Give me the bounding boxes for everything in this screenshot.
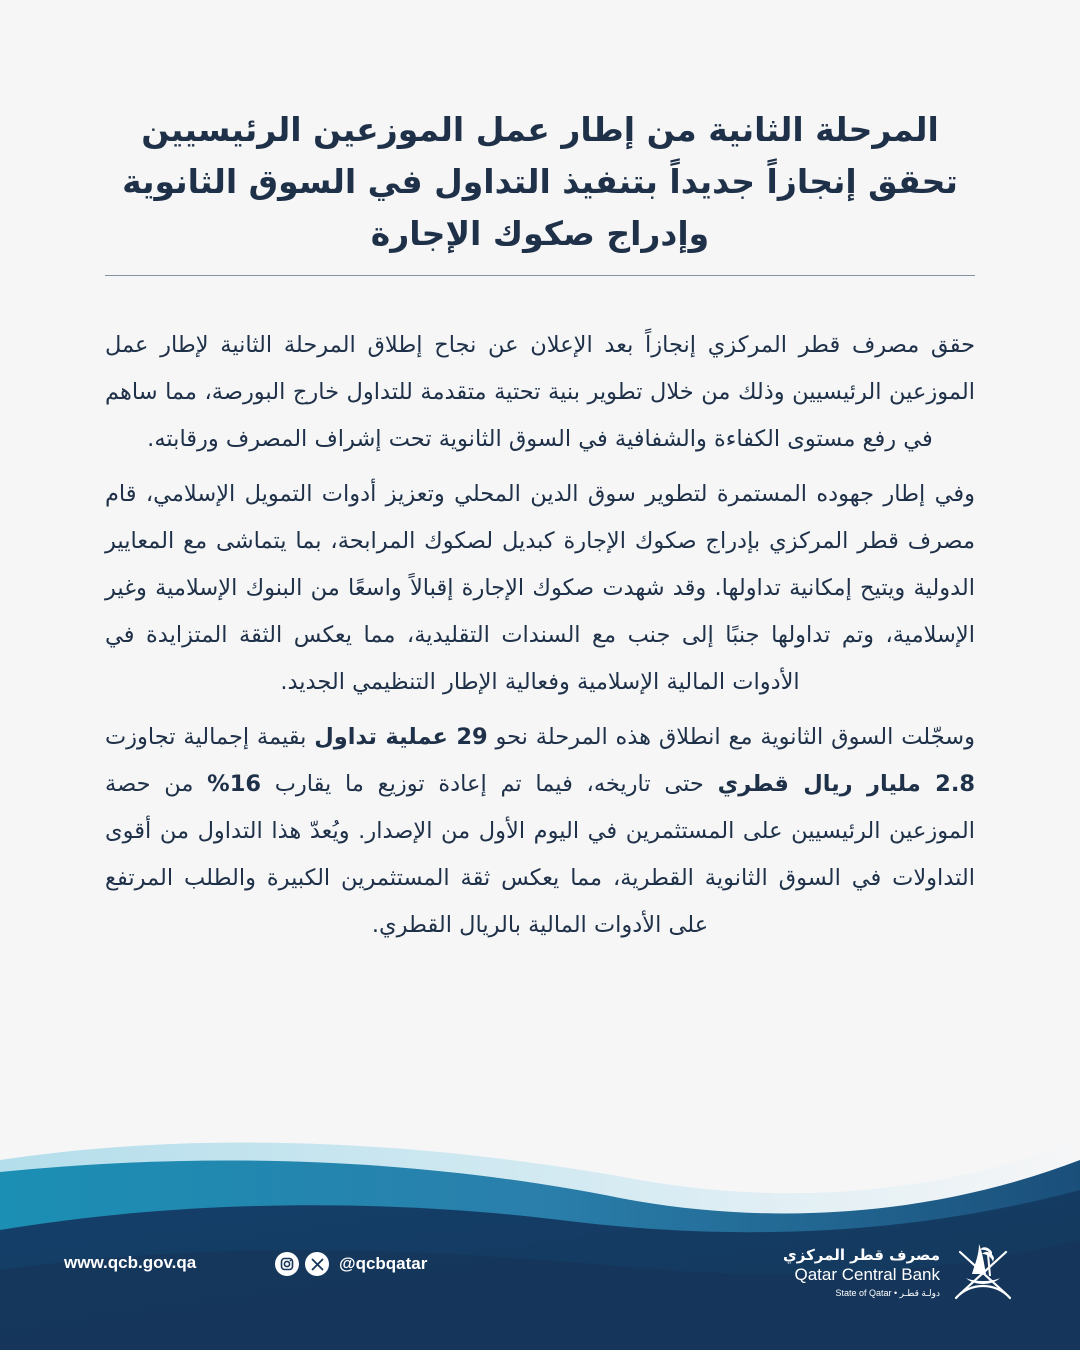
p3-text-3: حتى تاريخه، فيما تم إعادة توزيع ما يقارب: [261, 771, 718, 797]
social-handle[interactable]: @qcbqatar: [339, 1254, 428, 1273]
qcb-emblem-icon: [946, 1232, 1020, 1306]
logo-state-text: State of Qatar • دولـة قطـر: [835, 1288, 940, 1298]
trades-count: 29 عملية تداول: [314, 724, 488, 750]
qcb-logo: [783, 1232, 1020, 1322]
social-links: [275, 1251, 427, 1277]
paragraph-2: وفي إطار جهوده المستمرة لتطوير سوق الدين المحلي وتعزيز أدوات التمويل الإسلامي، قام مصرف قطر المركزي بإدراج صكوك الإجارة كبديل لصكوك المرابحة، بما يتماشى مع المعايير الدولية ويتيح إمكانية تداولها. وقد شهدت صكوك الإجارة إقبالاً واسعًا من البنوك الإسلامية وغير الإسلامية، وتم تداولها جنبًا إلى جنب مع السندات التقليدية، مما يعكس الثقة المتزايدة في الأدوات المالية الإسلامية وفعالية الإطار التنظيمي الجديد.: [105, 481, 975, 695]
headline-line-1: المرحلة الثانية من إطار عمل الموزعين الرئيسيين: [141, 110, 939, 150]
headline: [100, 104, 980, 260]
logo-english-name: Qatar Central Bank: [794, 1265, 940, 1284]
headline-line-2: تحقق إنجازاً جديداً بتنفيذ التداول في السوق الثانوية: [122, 162, 958, 202]
paragraph-1: حقق مصرف قطر المركزي إنجازاً بعد الإعلان عن نجاح إطلاق المرحلة الثانية لإطار عمل الموزعين الرئيسيين وذلك من خلال تطوير بنية تحتية متقدمة للتداول خارج البورصة، مما ساهم في رفع مستوى الكفاءة والشفافية في السوق الثانوية تحت إشراف المصرف ورقابته.: [105, 332, 975, 452]
title-divider: [105, 275, 975, 276]
article-body: [105, 322, 975, 957]
p3-text-2: بقيمة إجمالية تجاوزت: [105, 724, 315, 750]
p3-text-1: وسجّلت السوق الثانوية مع انطلاق هذه المرحلة نحو: [487, 724, 975, 750]
instagram-icon[interactable]: [275, 1252, 299, 1276]
trade-value: 2.8 مليار ريال قطري: [717, 771, 976, 797]
headline-line-3: وإدراج صكوك الإجارة: [370, 214, 710, 254]
website-url[interactable]: www.qcb.gov.qa: [64, 1253, 197, 1272]
paragraph-3: [105, 714, 975, 949]
redistribution-percent: 16%: [207, 771, 261, 797]
x-icon[interactable]: [305, 1252, 329, 1276]
p3-text-4: من حصة الموزعين الرئيسيين على المستثمرين في اليوم الأول من الإصدار. ويُعدّ هذا التداول من أقوى التداولات في السوق الثانوية القطرية، مما يعكس ثقة المستثمرين الكبيرة والطلب المرتفع على الأدوات المالية بالريال القطري.: [105, 771, 975, 938]
logo-arabic-name: مصرف قطر المركزي: [783, 1246, 940, 1264]
